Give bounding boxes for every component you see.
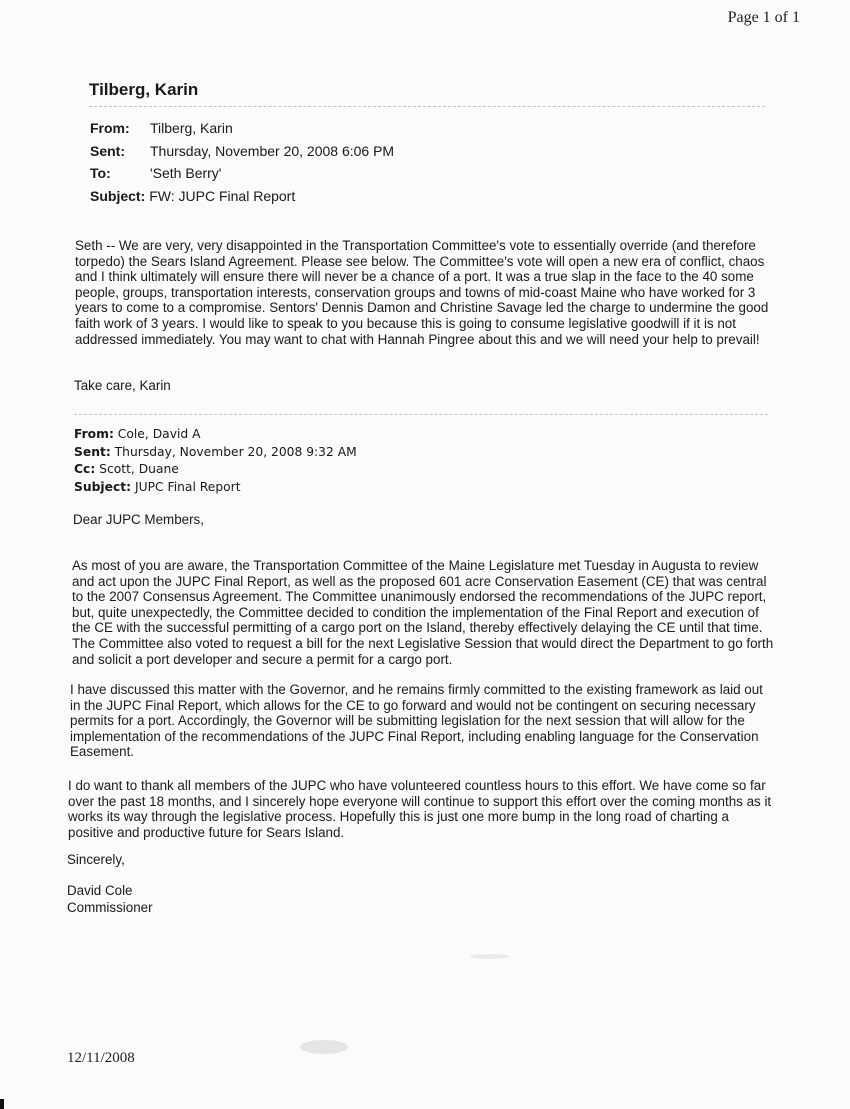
scan-smudge xyxy=(470,954,510,959)
fwd-subject: Subject: JUPC Final Report xyxy=(74,479,241,494)
header-label: Subject: xyxy=(90,187,146,204)
fwd-from: From: Cole, David A xyxy=(74,427,201,441)
header-value: Thursday, November 20, 2008 6:06 PM xyxy=(150,142,395,159)
forwarded-header-block xyxy=(74,426,357,496)
header-subject xyxy=(90,185,394,208)
heading-divider xyxy=(89,106,765,107)
header-value: Tilberg, Karin xyxy=(150,120,233,136)
email-body: Seth -- We are very, very disappointed in the Transportation Committee's vote to essentially override (and therefore torpedo) the Sears Island Agreement. Please see below. The Committee's vote will open a new era of conflict, chaos and I think ultimately will ensure there will never be a chance of a port. It was a true slap in the face to the 40 some people, groups, transportation interests, conservation groups and towns of mid-coast Maine who have worked for 3 years to come to a compromise. Sentors' Dennis Damon and Christine Savage led the charge to undermine the good faith work of 3 years. I would like to speak to you because this is going to consume legislative goodwill if it is not addressed immediately. You may want to chat with Hannah Pingree about this and we will need your help to prevail! xyxy=(75,238,769,347)
fwd-cc: Cc: Scott, Duane xyxy=(74,462,179,476)
fwd-sent: Sent: Thursday, November 20, 2008 9:32 AM xyxy=(74,444,357,459)
header-label: From: xyxy=(90,120,130,136)
fwd-paragraph-3: I do want to thank all members of the JUPC who have volunteered countless hours to this effort. We have come so far over the past 18 months, and I sincerely hope everyone will continue to support this effort over the coming months as it works its way through the legislative process. Hopefully this is just one more bump in the long road of charting a positive and productive future for Sears Island. xyxy=(68,778,772,840)
signature-title: Commissioner xyxy=(67,900,153,915)
forward-divider xyxy=(74,414,768,415)
page-number: Page 1 of 1 xyxy=(727,9,800,26)
header-to xyxy=(90,162,394,185)
fwd-paragraph-2: I have discussed this matter with the Governor, and he remains firmly committed to the existing framework as laid out in the JUPC Final Report, which allows for the CE to go forward and would not be contingent on securing necessary permits for a port. Accordingly, the Governor will be submitting legislation for the next session that will allow for the implementation of the recommendations of the JUPC Final Report, including enabling language for the Conservation Easement. xyxy=(70,682,763,760)
scan-edge-mark xyxy=(0,1099,4,1109)
sender-heading: Tilberg, Karin xyxy=(89,80,199,99)
header-value: FW: JUPC Final Report xyxy=(149,187,296,204)
footer-date: 12/11/2008 xyxy=(67,1050,135,1066)
signature-name: David Cole xyxy=(67,883,133,898)
header-label: To: xyxy=(90,165,111,181)
header-label: Sent: xyxy=(90,142,125,159)
header-sent xyxy=(90,140,394,163)
header-value: 'Seth Berry' xyxy=(150,165,222,181)
fwd-paragraph-1: As most of you are aware, the Transportation Committee of the Maine Legislature met Tuesday in Augusta to review and act upon the JUPC Final Report, as well as the proposed 601 acre Conservation Easement (CE) that was central to the 2007 Consensus Agreement. The Committee unanimously endorsed the recommendations of the JUPC report, but, quite unexpectedly, the Committee decided to condition the implementation of the Final Report and execution of the CE with the successful permitting of a cargo port on the Island, thereby effectively delaying the CE until that time. The Committee also voted to request a bill for the next Legislative Session that would direct the Department to go forth and solicit a port developer and secure a permit for a cargo port. xyxy=(72,558,774,667)
scan-smudge xyxy=(300,1040,348,1054)
email-closing: Take care, Karin xyxy=(74,378,171,393)
header-from xyxy=(90,117,394,140)
fwd-greeting: Dear JUPC Members, xyxy=(73,512,204,527)
signoff: Sincerely, xyxy=(67,852,125,867)
signature-block xyxy=(67,882,153,916)
email-header-block xyxy=(90,117,394,207)
